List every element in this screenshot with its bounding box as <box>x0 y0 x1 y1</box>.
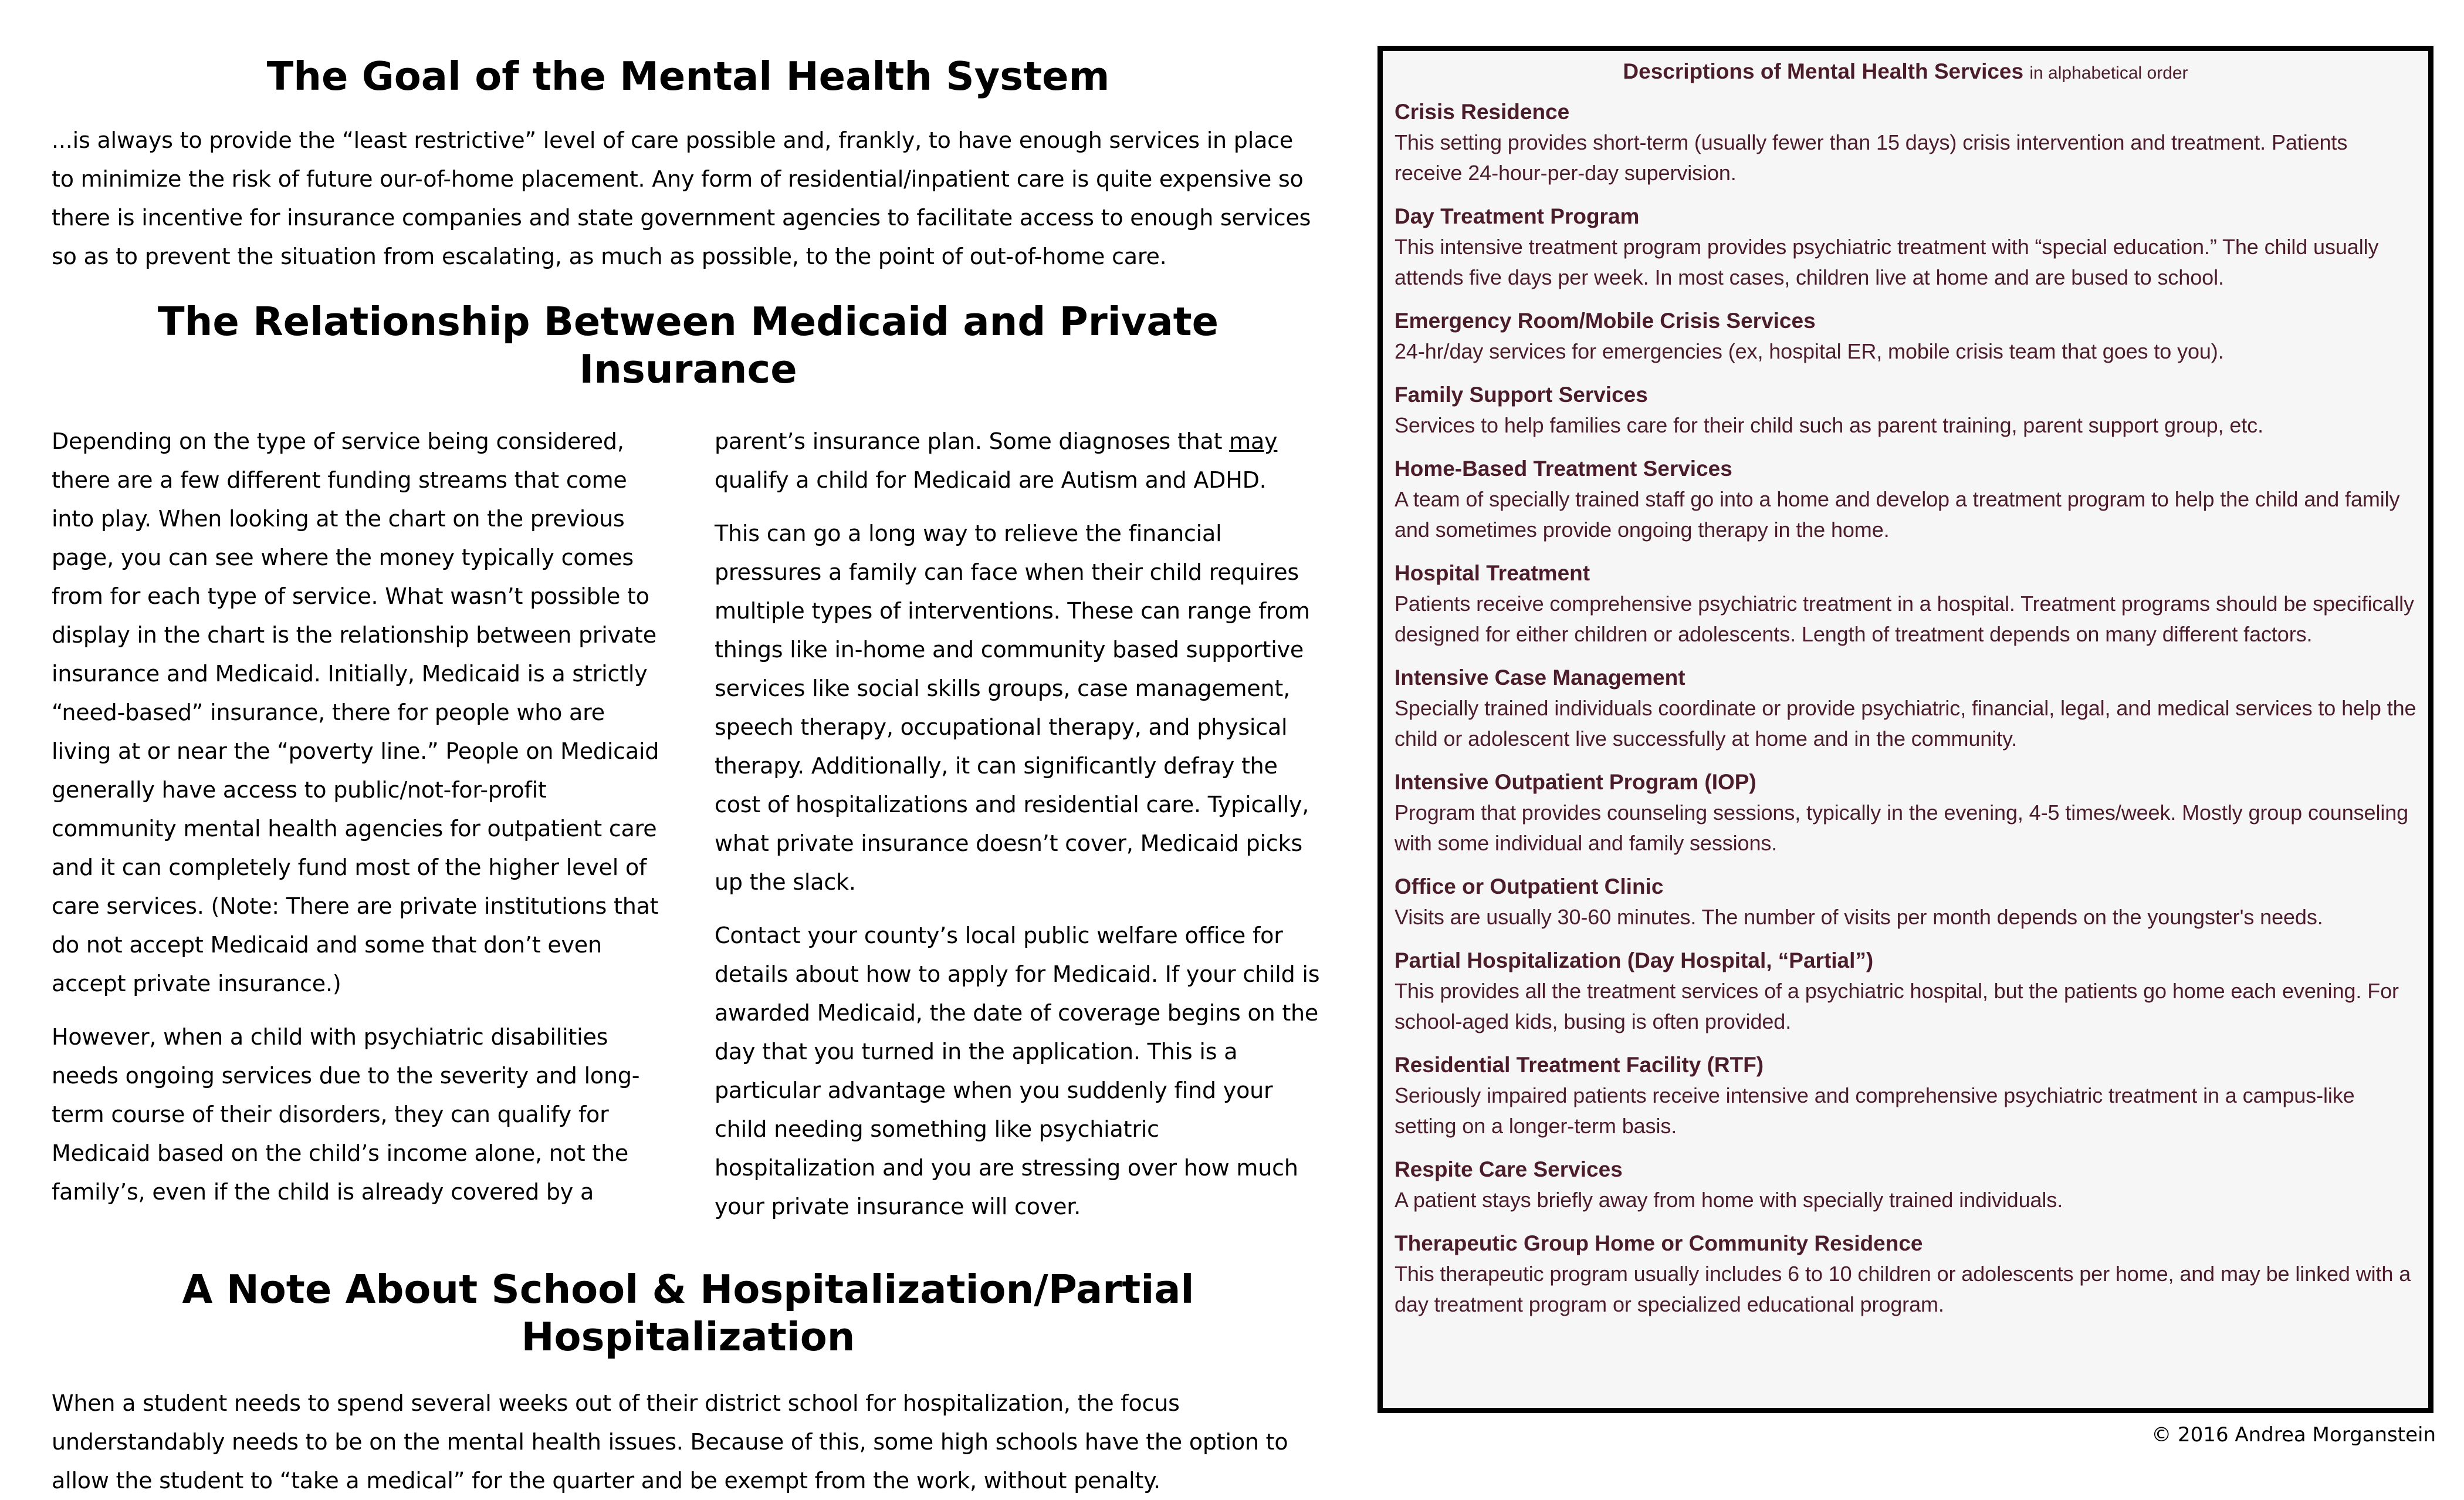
service-name: Hospital Treatment <box>1395 561 1590 585</box>
service-description: Visits are usually 30-60 minutes. The number of visits per month depends on the youngster's needs. <box>1395 905 2323 929</box>
service-description: 24-hr/day services for emergencies (ex, hospital ER, mobile crisis team that goes to you). <box>1395 339 2224 363</box>
services-list <box>1395 97 2416 1320</box>
medicaid-column-right <box>715 422 1325 1226</box>
school-paragraph: When a student needs to spend several weeks out of their district school for hospitalization, the focus understandably needs to be on the mental health issues. Because of this, some high schools have the option to allow the student to “take a medical” for the quarter and be exempt from the work, without penalty. <box>52 1390 1288 1494</box>
medicaid-paragraph: This can go a long way to relieve the financial pressures a family can face when their child requires multiple types of interventions. These can range from things like in-home and community based supportive services like social skills groups, case management, speech therapy, occupational therapy, and physical therapy. Additionally, it can significantly defray the cost of hospitalizations and residential care. Typically, what private insurance doesn’t cover, Medicaid picks up the slack. <box>715 521 1310 896</box>
service-entry <box>1395 454 2416 545</box>
service-entry <box>1395 1154 2416 1215</box>
medicaid-heading: The Relationship Between Medicaid and Private Insurance <box>157 299 1219 392</box>
medicaid-columns <box>52 422 1325 1226</box>
medicaid-paragraph: However, when a child with psychiatric disabilities needs ongoing services due to the severity and long-term course of their disorders, they can qualify for Medicaid based on the child’s income alone, not the family’s, even if the child is already covered by a <box>52 1024 640 1205</box>
service-name: Residential Treatment Facility (RTF) <box>1395 1053 1764 1077</box>
medicaid-paragraph <box>715 422 1325 499</box>
underlined-word: may <box>1229 428 1278 455</box>
panel-title-text: Descriptions of Mental Health Services <box>1623 59 2024 83</box>
service-name: Day Treatment Program <box>1395 204 1640 228</box>
service-name: Crisis Residence <box>1395 100 1570 124</box>
service-entry <box>1395 663 2416 754</box>
medicaid-paragraph: Contact your county’s local public welfare office for details about how to apply for Medicaid. If your child is awarded Medicaid, the date of coverage begins on the day that you turned in the application. This is a particular advantage when you suddenly find your child needing something like psychiatric hospitalization and you are stressing over how much your private insurance will cover. <box>715 923 1320 1220</box>
service-name: Home-Based Treatment Services <box>1395 457 1732 481</box>
service-description: Seriously impaired patients receive intensive and comprehensive psychiatric treatment in a campus-like setting on a longer-term basis. <box>1395 1083 2355 1138</box>
service-name: Intensive Outpatient Program (IOP) <box>1395 770 1756 794</box>
goal-paragraph: ...is always to provide the “least restrictive” level of care possible and, frankly, to have enough services in place to minimize the risk of future our-of-home placement. Any form of residential/inpatient care is quite expensive so there is incentive for insurance companies and state government agencies to facilitate access to enough services so as to prevent the situation from escalating, as much as possible, to the point of out-of-home care. <box>52 127 1311 270</box>
panel-title <box>1395 59 2416 84</box>
service-entry <box>1395 97 2416 188</box>
service-entry <box>1395 380 2416 441</box>
service-description: Program that provides counseling sessions, typically in the evening, 4-5 times/week. Mostly group counseling with some individual and family sessions. <box>1395 800 2409 855</box>
service-description: This intensive treatment program provides psychiatric treatment with “special education.” The child usually attends five days per week. In most cases, children live at home and are bused to school. <box>1395 235 2379 289</box>
school-heading: A Note About School & Hospitalization/Partial Hospitalization <box>182 1266 1194 1360</box>
text-run: parent’s insurance plan. Some diagnoses that <box>715 428 1230 455</box>
service-entry <box>1395 201 2416 293</box>
service-description: Services to help families care for their child such as parent training, parent support group, etc. <box>1395 413 2263 437</box>
goal-heading: The Goal of the Mental Health System <box>266 53 1110 99</box>
main-article <box>52 53 1325 1500</box>
service-entry <box>1395 767 2416 859</box>
medicaid-paragraph: Depending on the type of service being considered, there are a few different funding streams that come into play. When looking at the chart on the previous page, you can see where the money typically comes from for each type of service. What wasn’t possible to display in the chart is the relationship between private insurance and Medicaid. Initially, Medicaid is a strictly “need-based” insurance, there for people who are living at or near the “poverty line.” People on Medicaid generally have access to public/not-for-profit community mental health agencies for outpatient care and it can completely fund most of the higher level of care services. (Note: There are private institutions that do not accept Medicaid and some that don’t even accept private insurance.) <box>52 428 659 997</box>
copyright-notice: © 2016 Andrea Morganstein <box>2151 1423 2436 1447</box>
service-entry <box>1395 945 2416 1037</box>
service-entry <box>1395 1050 2416 1141</box>
medicaid-column-left <box>52 422 662 1226</box>
service-description: A patient stays briefly away from home with specially trained individuals. <box>1395 1188 2063 1212</box>
text-run: qualify a child for Medicaid are Autism and ADHD. <box>715 467 1267 494</box>
service-name: Partial Hospitalization (Day Hospital, “Partial”) <box>1395 948 1874 972</box>
service-description: Patients receive comprehensive psychiatric treatment in a hospital. Treatment programs should be specifically designed for either children or adolescents. Length of treatment depends on many different factors. <box>1395 592 2414 646</box>
service-name: Intensive Case Management <box>1395 665 1685 690</box>
service-name: Family Support Services <box>1395 383 1648 407</box>
service-description: This setting provides short-term (usually fewer than 15 days) crisis intervention and treatment. Patients receive 24-hour-per-day supervision. <box>1395 130 2348 185</box>
panel-subtitle: in alphabetical order <box>2029 63 2188 83</box>
service-description: A team of specially trained staff go into a home and develop a treatment program to help the child and family and sometimes provide ongoing therapy in the home. <box>1395 487 2400 542</box>
service-description: Specially trained individuals coordinate or provide psychiatric, financial, legal, and medical services to help the child or adolescent live successfully at home and in the community. <box>1395 696 2416 751</box>
service-entry <box>1395 306 2416 367</box>
service-name: Therapeutic Group Home or Community Residence <box>1395 1231 1923 1255</box>
service-description: This provides all the treatment services of a psychiatric hospital, but the patients go home each evening. For school-aged kids, busing is often provided. <box>1395 979 2399 1033</box>
service-name: Respite Care Services <box>1395 1157 1623 1181</box>
service-entry <box>1395 1228 2416 1320</box>
service-entry <box>1395 871 2416 933</box>
services-panel <box>1377 46 2433 1413</box>
service-entry <box>1395 558 2416 650</box>
service-name: Emergency Room/Mobile Crisis Services <box>1395 309 1816 333</box>
service-description: This therapeutic program usually includes 6 to 10 children or adolescents per home, and may be linked with a day treatment program or specialized educational program. <box>1395 1262 2411 1316</box>
service-name: Office or Outpatient Clinic <box>1395 874 1664 898</box>
